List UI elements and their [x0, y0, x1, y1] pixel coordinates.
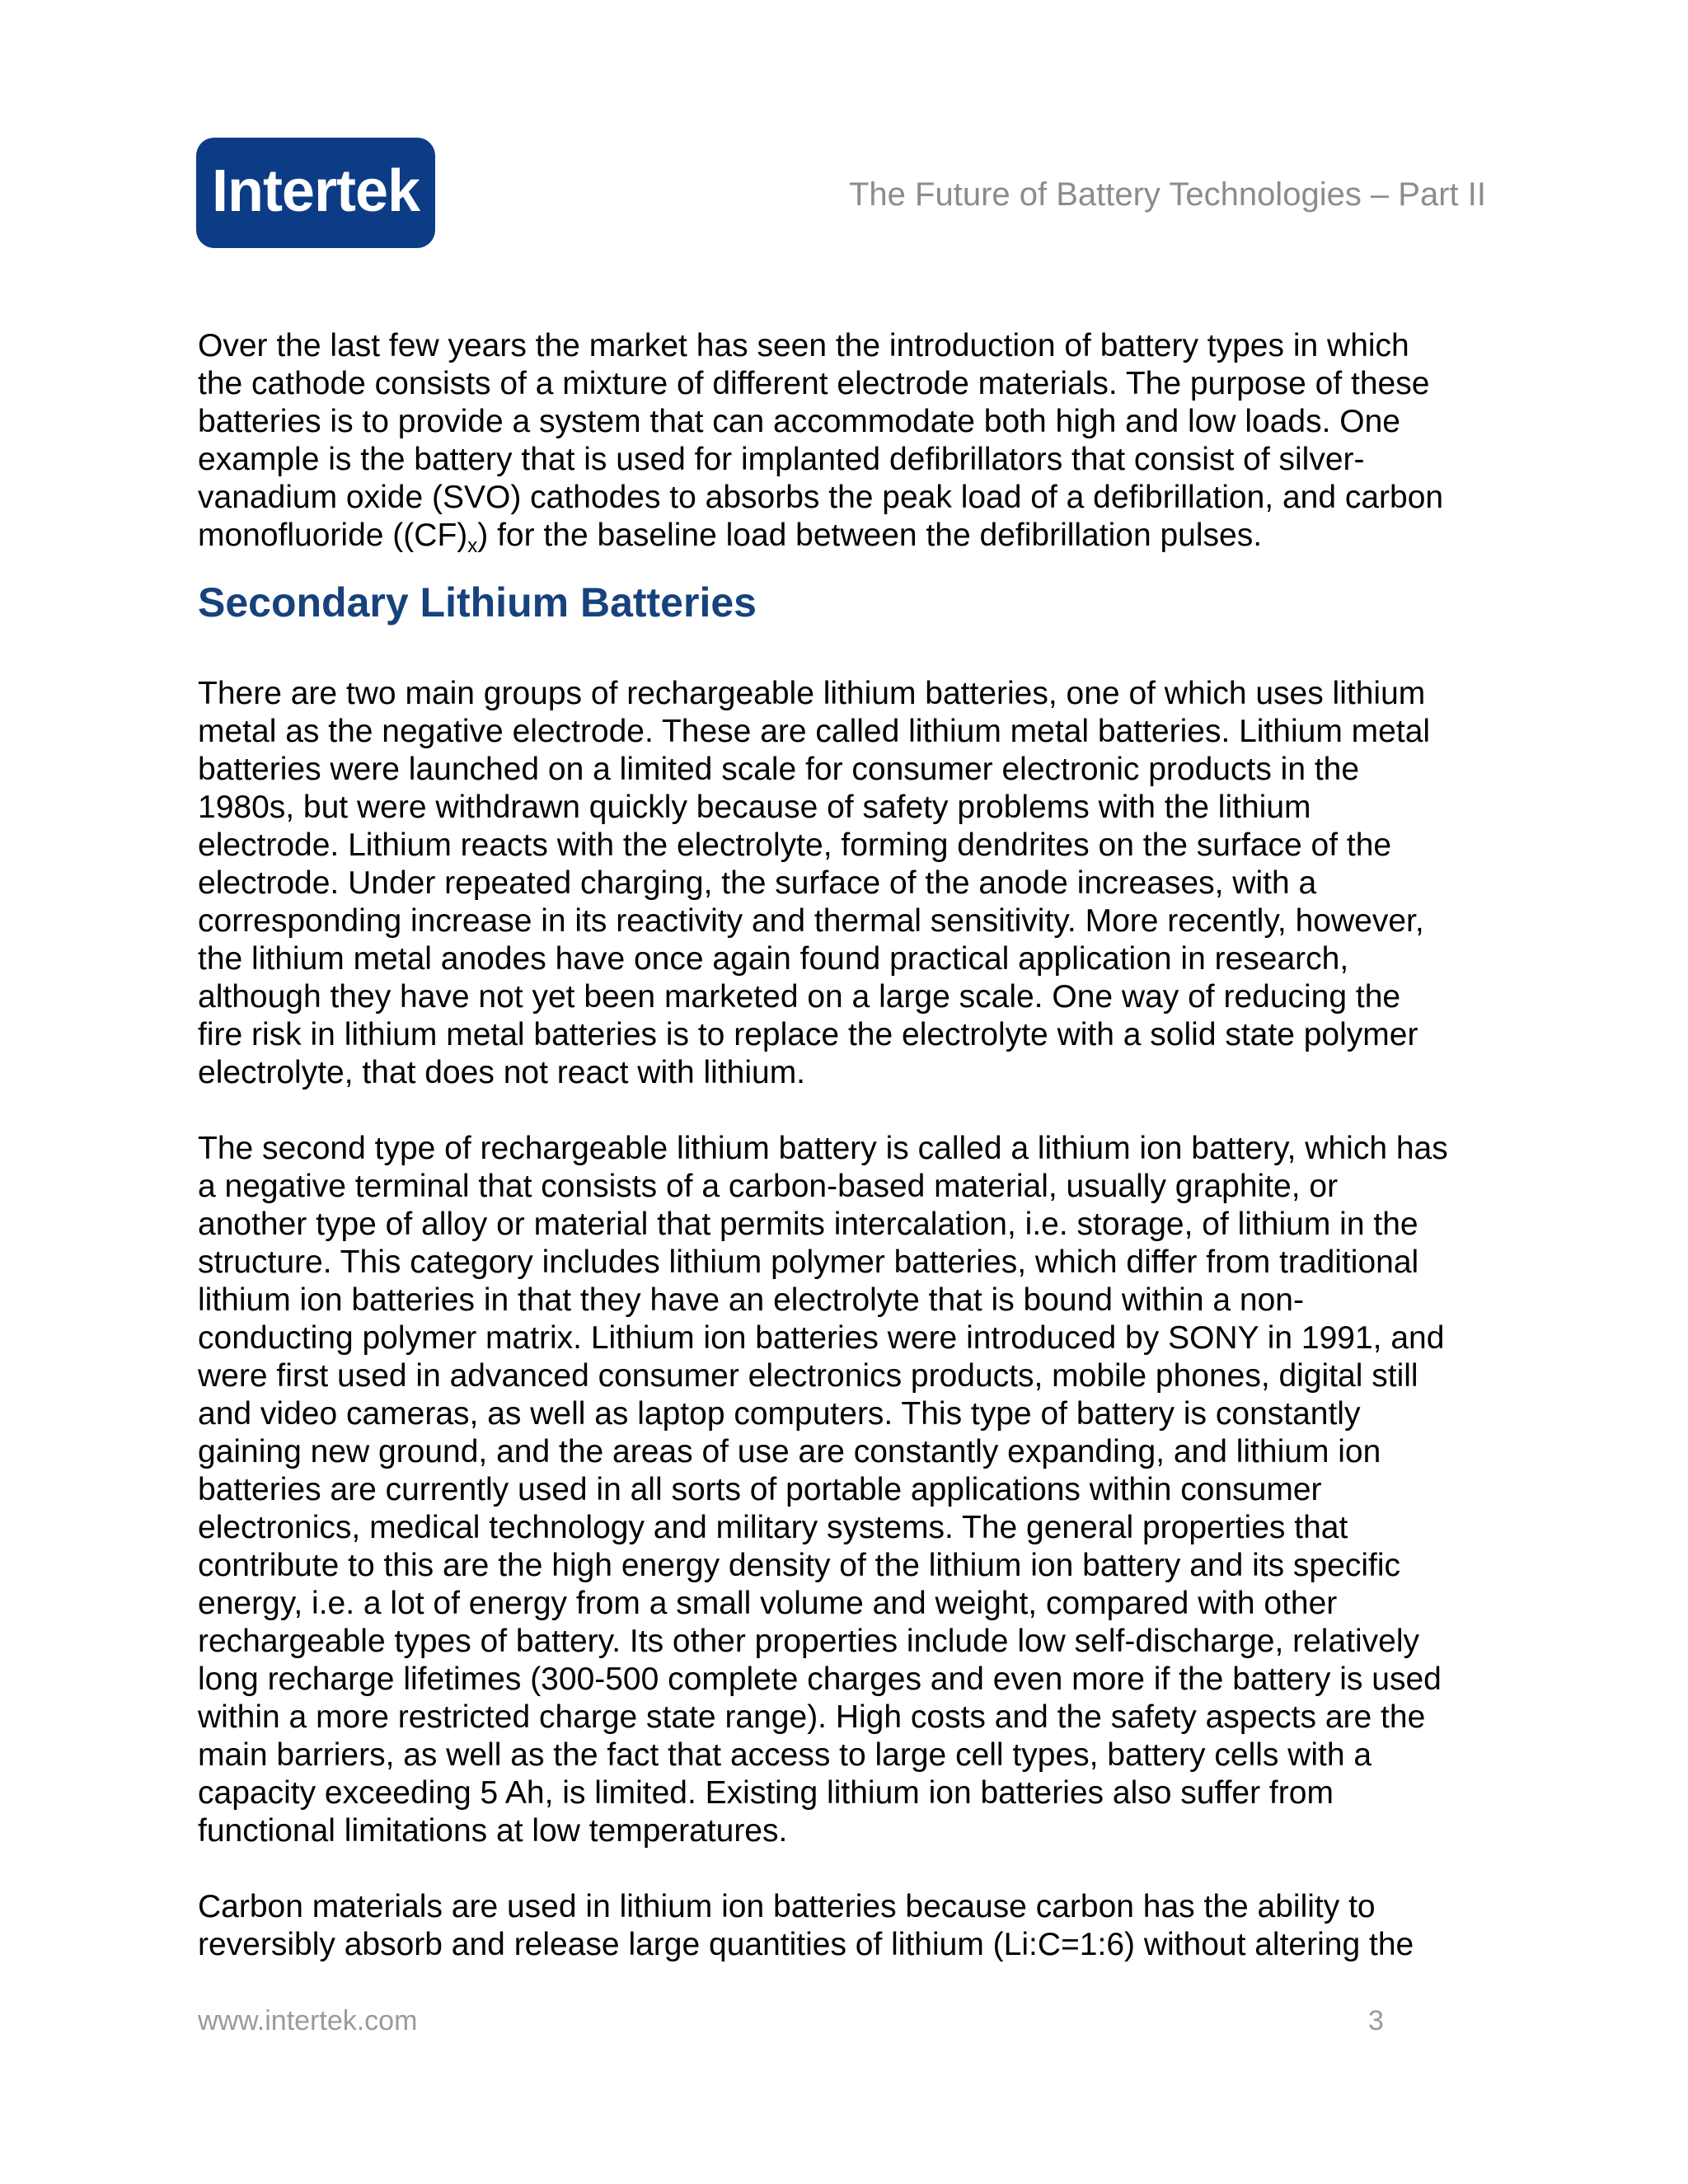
text-line: electrode. Lithium reacts with the electrolyte, forming dendrites on the surface of the	[198, 827, 1392, 863]
text-line: metal as the negative electrode. These are called lithium metal batteries. Lithium metal	[198, 714, 1431, 749]
text-line: example is the battery that is used for implanted defibrillators that consist of silver-	[198, 442, 1365, 477]
document-title: The Future of Battery Technologies – Part II	[848, 176, 1486, 213]
text-line: reversibly absorb and release large quantities of lithium (Li:C=1:6) without altering the	[198, 1927, 1414, 1962]
text-line: fire risk in lithium metal batteries is to replace the electrolyte with a solid state polymer	[198, 1017, 1418, 1052]
text-line: electrolyte, that does not react with lithium.	[198, 1055, 806, 1090]
text-line: batteries were launched on a limited scale for consumer electronic products in the	[198, 752, 1360, 787]
text-line: another type of alloy or material that permits intercalation, i.e. storage, of lithium in the	[198, 1207, 1418, 1242]
text-line: although they have not yet been marketed on a large scale. One way of reducing the	[198, 979, 1401, 1015]
text-line: functional limitations at low temperatures.	[198, 1813, 788, 1849]
text-line: contribute to this are the high energy density of the lithium ion battery and its specific	[198, 1548, 1400, 1583]
page-number: 3	[1368, 2005, 1384, 2036]
text-line: energy, i.e. a lot of energy from a small volume and weight, compared with other	[198, 1586, 1338, 1621]
carbon-materials-paragraph	[198, 1888, 1492, 1964]
text-line: Over the last few years the market has seen the introduction of battery types in which	[198, 328, 1409, 363]
text-line: lithium ion batteries in that they have an electrolyte that is bound within a non-	[198, 1282, 1304, 1318]
text-line: were first used in advanced consumer electronics products, mobile phones, digital still	[198, 1358, 1418, 1394]
intro-paragraph	[198, 327, 1492, 555]
subscript: x	[467, 535, 478, 557]
text-line: gaining new ground, and the areas of use are constantly expanding, and lithium ion	[198, 1434, 1381, 1469]
text-line: conducting polymer matrix. Lithium ion batteries were introduced by SONY in 1991, and	[198, 1320, 1445, 1356]
footer-url: www.intertek.com	[198, 2005, 418, 2036]
text-line: Carbon materials are used in lithium ion batteries because carbon has the ability to	[198, 1889, 1376, 1924]
text-line: the cathode consists of a mixture of different electrode materials. The purpose of these	[198, 366, 1430, 401]
lithium-metal-paragraph	[198, 675, 1492, 1092]
text-fragment: monofluoride ((CF)	[198, 518, 468, 553]
text-fragment: ) for the baseline load between the defibrillation pulses.	[477, 518, 1263, 553]
logo-text: Intertek	[211, 158, 420, 224]
text-line: batteries are currently used in all sorts of portable applications within consumer	[198, 1472, 1322, 1507]
text-line: 1980s, but were withdrawn quickly because of safety problems with the lithium	[198, 790, 1311, 825]
intertek-logo	[196, 138, 435, 248]
text-line: long recharge lifetimes (300-500 complete charges and even more if the battery is used	[198, 1661, 1442, 1697]
text-line: The second type of rechargeable lithium battery is called a lithium ion battery, which has	[198, 1131, 1448, 1166]
text-line: There are two main groups of rechargeable lithium batteries, one of which uses lithium	[198, 676, 1426, 711]
lithium-ion-paragraph	[198, 1130, 1492, 1850]
text-line: capacity exceeding 5 Ah, is limited. Existing lithium ion batteries also suffer from	[198, 1775, 1334, 1811]
text-line: the lithium metal anodes have once again found practical application in research,	[198, 941, 1349, 977]
section-heading: Secondary Lithium Batteries	[198, 579, 757, 626]
text-line: structure. This category includes lithium polymer batteries, which differ from traditional	[198, 1244, 1419, 1280]
text-line: electronics, medical technology and military systems. The general properties that	[198, 1510, 1348, 1545]
text-line: rechargeable types of battery. Its other properties include low self-discharge, relatively	[198, 1624, 1420, 1659]
text-line: a negative terminal that consists of a carbon-based material, usually graphite, or	[198, 1169, 1339, 1204]
text-line: main barriers, as well as the fact that access to large cell types, battery cells with a	[198, 1737, 1372, 1773]
text-line: and video cameras, as well as laptop computers. This type of battery is constantly	[198, 1396, 1361, 1432]
page-content	[198, 327, 1492, 1964]
text-line: within a more restricted charge state range). High costs and the safety aspects are the	[198, 1699, 1426, 1735]
text-line: vanadium oxide (SVO) cathodes to absorbs the peak load of a defibrillation, and carbon	[198, 480, 1444, 515]
text-line	[198, 517, 1492, 555]
text-line: batteries is to provide a system that can accommodate both high and low loads. One	[198, 404, 1400, 439]
text-line: electrode. Under repeated charging, the surface of the anode increases, with a	[198, 865, 1317, 901]
text-line: corresponding increase in its reactivity and thermal sensitivity. More recently, however,	[198, 903, 1424, 939]
